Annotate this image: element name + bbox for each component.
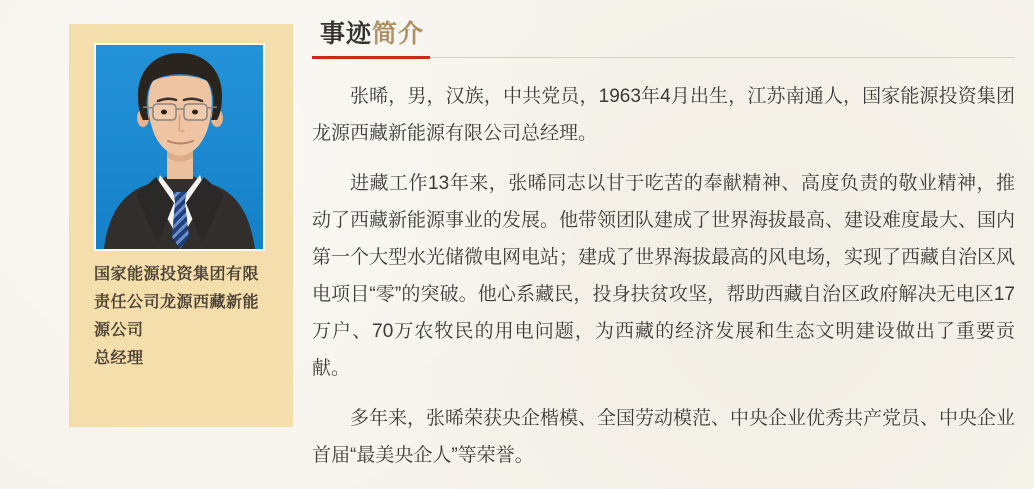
title-rule-row — [312, 56, 1015, 59]
article-title-secondary: 简介 — [372, 20, 425, 48]
deeds-paragraph: 进藏工作13年来，张晞同志以甘于吃苦的奉献精神、高度负责的敬业精神，推动了西藏新能源事业的发展。他带领团队建成了世界海拔最高、建设难度最大、国内第一个大型水光储微电网电站；建成了世界海拔最高的风电场，实现了西藏自治区风电项目“零”的突破。他心系藏民，投身扶贫攻坚，帮助西藏自治区政府解决无电区17万户、70万农牧民的用电问题，为西藏的经济发展和生态文明建设做出了重要贡献。 — [312, 173, 1016, 379]
profile-card — [69, 24, 293, 427]
title-red-underline — [312, 56, 430, 59]
profile-card-text — [94, 261, 272, 373]
title-gray-rule — [430, 57, 1015, 58]
honors-paragraph: 多年来，张晞荣获央企楷模、全国劳动模范、中央企业优秀共产党员、中央企业首届“最美央企人”等荣誉。 — [312, 408, 1016, 466]
article-title-primary: 事迹 — [320, 20, 373, 48]
portrait-photo-illustration — [96, 45, 263, 249]
position-title: 总经理 — [94, 350, 144, 367]
organization-name: 国家能源投资集团有限责任公司龙源西藏新能源公司 — [94, 266, 260, 339]
article-section — [312, 20, 1015, 474]
bio-paragraph: 张晞，男，汉族，中共党员，1963年4月出生，江苏南通人，国家能源投资集团龙源西藏新能源有限公司总经理。 — [312, 86, 1015, 144]
article-title — [312, 20, 1015, 48]
portrait-photo — [94, 43, 265, 251]
article-body — [312, 78, 1015, 474]
